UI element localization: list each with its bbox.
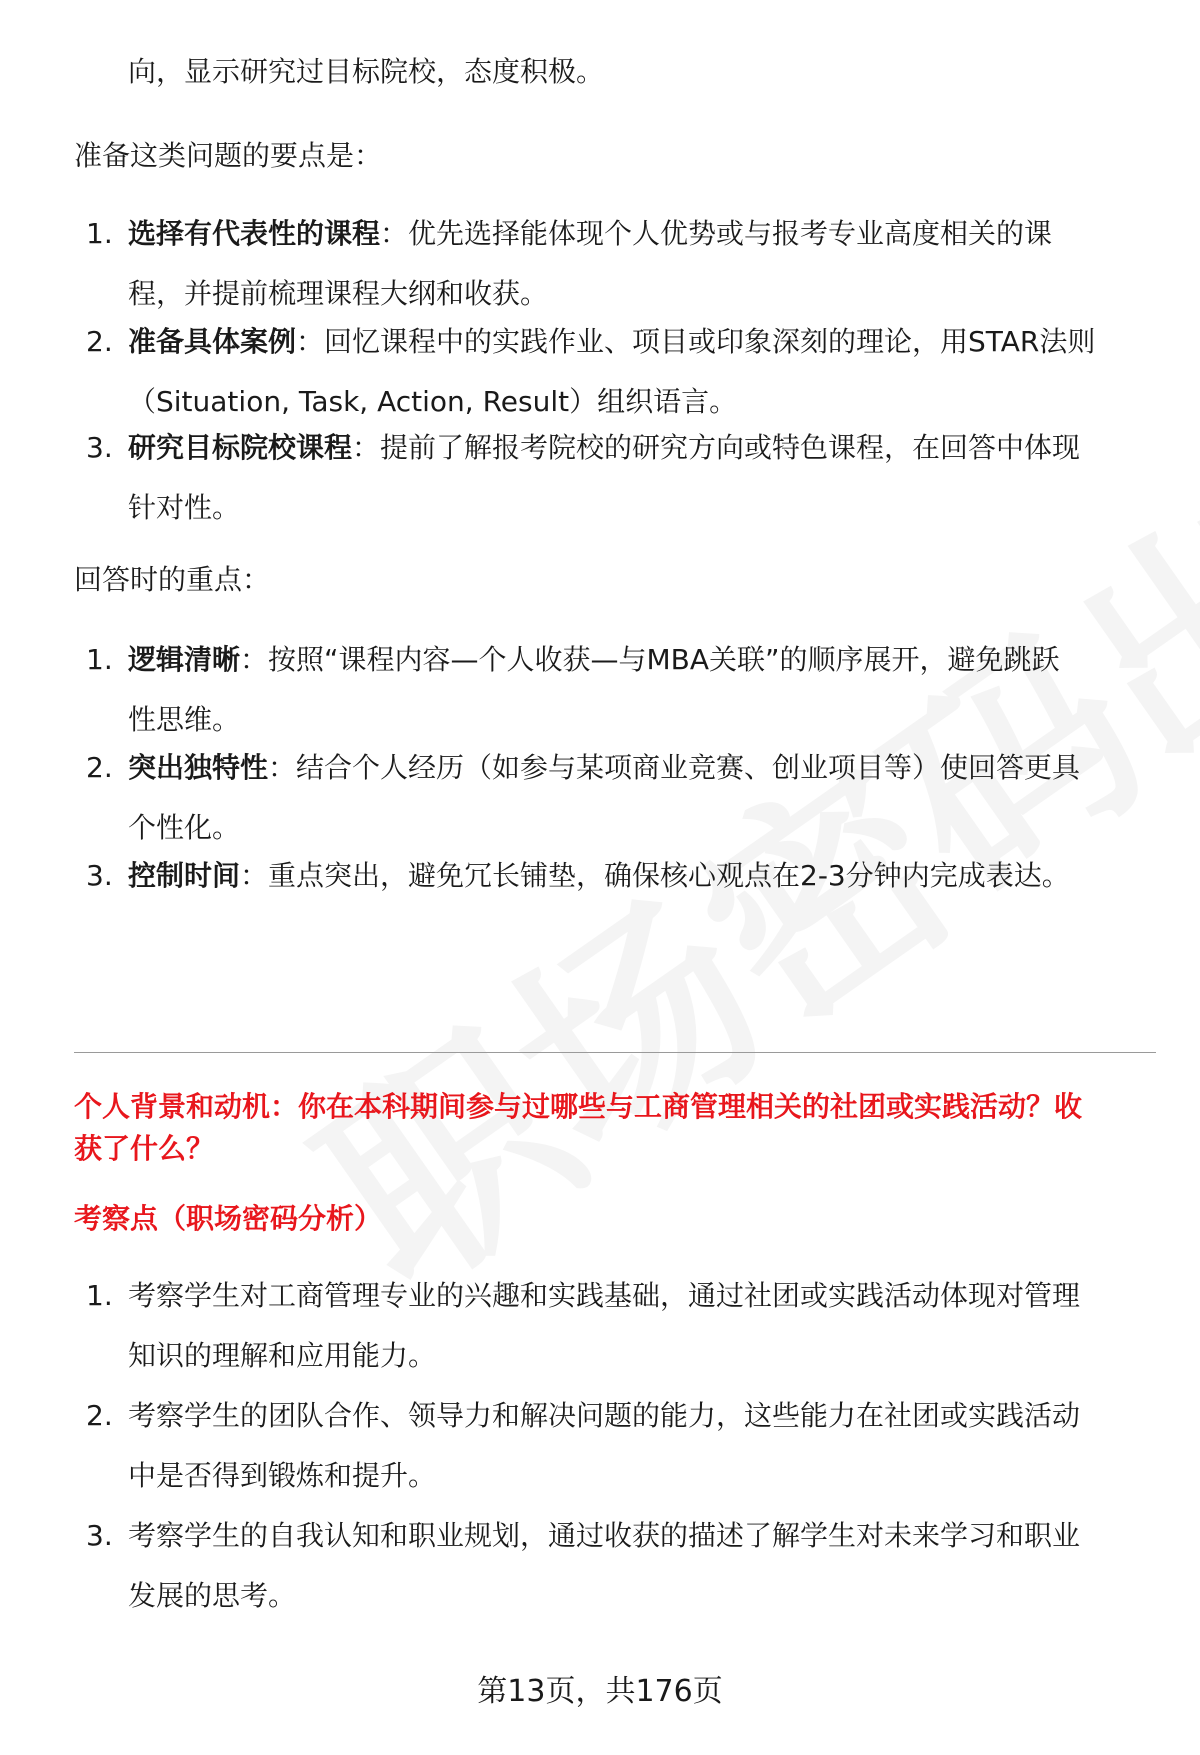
question-title-line1: 个人背景和动机：你在本科期间参与过哪些与工商管理相关的社团或实践活动？收 (74, 1090, 1083, 1123)
answer-heading: 回答时的重点： (74, 563, 271, 596)
list-number: 3. (86, 431, 113, 464)
item-text-cont: 个性化。 (128, 811, 241, 844)
section-divider (74, 1052, 1156, 1053)
item-text-cont: 针对性。 (128, 491, 241, 524)
prep-item (86, 204, 1160, 324)
item-text-cont: 知识的理解和应用能力。 (128, 1339, 437, 1372)
analysis-item (86, 1506, 1160, 1626)
question-title-line2: 获了什么？ (74, 1132, 215, 1165)
analysis-item (86, 1266, 1160, 1386)
list-number: 1. (86, 643, 113, 676)
item-text: 考察学生的团队合作、领导力和解决问题的能力，这些能力在社团或实践活动 (128, 1399, 1081, 1432)
analysis-heading: 考察点（职场密码分析） (74, 1202, 383, 1235)
list-number: 2. (86, 751, 113, 784)
item-title: 研究目标院校课程 (128, 431, 353, 464)
analysis-item (86, 1386, 1160, 1506)
item-title: 控制时间 (128, 859, 241, 892)
list-number: 2. (86, 325, 113, 358)
item-title: 选择有代表性的课程 (128, 217, 381, 250)
item-text-cont: 发展的思考。 (128, 1579, 297, 1612)
item-text-cont: （Situation, Task, Action, Result）组织语言。 (128, 385, 738, 418)
list-number: 2. (86, 1399, 113, 1432)
item-title: 准备具体案例 (128, 325, 297, 358)
prep-heading: 准备这类问题的要点是： (74, 139, 383, 172)
list-number: 3. (86, 859, 113, 892)
item-title: 逻辑清晰 (128, 643, 241, 676)
prep-item (86, 312, 1160, 432)
item-text: 考察学生的自我认知和职业规划，通过收获的描述了解学生对未来学习和职业 (128, 1519, 1081, 1552)
item-text: ：优先选择能体现个人优势或与报考专业高度相关的课 (380, 217, 1053, 250)
answer-item (86, 738, 1160, 858)
item-text-cont: 中是否得到锻炼和提升。 (128, 1459, 437, 1492)
item-text: ：结合个人经历（如参与某项商业竞赛、创业项目等）使回答更具 (268, 751, 1081, 784)
item-text: ：重点突出，避免冗长铺垫，确保核心观点在2-3分钟内完成表达。 (240, 859, 1070, 892)
item-text: ：按照“课程内容—个人收获—与MBA关联”的顺序展开，避免跳跃 (240, 643, 1060, 676)
list-number: 1. (86, 1279, 113, 1312)
item-title: 突出独特性 (128, 751, 269, 784)
intro-line: 向，显示研究过目标院校，态度积极。 (128, 55, 605, 88)
list-number: 3. (86, 1519, 113, 1552)
item-text: 考察学生对工商管理专业的兴趣和实践基础，通过社团或实践活动体现对管理 (128, 1279, 1081, 1312)
item-text: ：提前了解报考院校的研究方向或特色课程，在回答中体现 (352, 431, 1081, 464)
prep-item (86, 418, 1160, 538)
item-text-cont: 程，并提前梳理课程大纲和收获。 (128, 277, 549, 310)
page-number: 第13页，共176页 (477, 1674, 723, 1709)
item-text: ：回忆课程中的实践作业、项目或印象深刻的理论，用STAR法则 (296, 325, 1096, 358)
list-number: 1. (86, 217, 113, 250)
item-text-cont: 性思维。 (128, 703, 241, 736)
answer-item (86, 630, 1160, 750)
answer-item (86, 846, 1160, 906)
